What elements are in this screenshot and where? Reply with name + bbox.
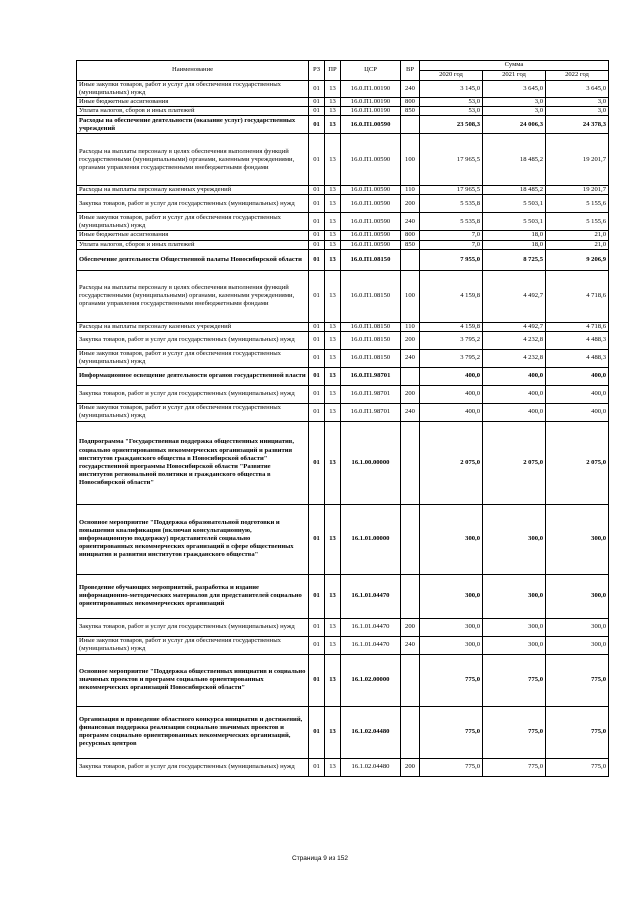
cell-pr: 13 — [325, 349, 341, 367]
cell-name: Расходы на выплаты персоналу в целях обеспечения выполнения функций государственными (муниципальными) органами, казенными учреждениями, органами управления государственными внебюджетными фондами — [77, 270, 309, 322]
cell-2021: 400,0 — [483, 367, 546, 385]
cell-pr: 13 — [325, 81, 341, 98]
cell-vr — [401, 574, 420, 618]
cell-2020: 17 965,5 — [420, 134, 483, 186]
cell-2020: 300,0 — [420, 574, 483, 618]
cell-pr: 13 — [325, 504, 341, 574]
cell-vr — [401, 706, 420, 758]
cell-2021: 4 492,7 — [483, 270, 546, 322]
cell-pr: 13 — [325, 116, 341, 134]
cell-2020: 300,0 — [420, 636, 483, 654]
cell-vr — [401, 504, 420, 574]
cell-vr: 850 — [401, 107, 420, 116]
cell-2020: 5 535,8 — [420, 213, 483, 231]
cell-pr: 13 — [325, 240, 341, 249]
cell-2022: 21,0 — [546, 231, 609, 240]
table-row — [77, 331, 609, 349]
cell-2020: 2 075,0 — [420, 421, 483, 504]
cell-csr: 16.0.П1.98701 — [341, 403, 401, 421]
cell-csr: 16.0.П1.98701 — [341, 367, 401, 385]
cell-rz: 01 — [309, 270, 325, 322]
table-row — [77, 134, 609, 186]
table-row — [77, 618, 609, 636]
cell-name: Иные закупки товаров, работ и услуг для обеспечения государственных (муниципальных) нужд — [77, 636, 309, 654]
cell-2020: 400,0 — [420, 403, 483, 421]
cell-2022: 300,0 — [546, 618, 609, 636]
table-row — [77, 270, 609, 322]
cell-2021: 4 492,7 — [483, 322, 546, 331]
cell-csr: 16.0.П1.00590 — [341, 195, 401, 213]
cell-2020: 23 508,3 — [420, 116, 483, 134]
cell-2022: 21,0 — [546, 240, 609, 249]
cell-rz: 01 — [309, 213, 325, 231]
cell-rz: 01 — [309, 574, 325, 618]
cell-2021: 5 503,1 — [483, 195, 546, 213]
table-row — [77, 81, 609, 98]
cell-rz: 01 — [309, 134, 325, 186]
cell-csr: 16.1.01.04470 — [341, 636, 401, 654]
cell-vr — [401, 367, 420, 385]
col-header-2021: 2021 год — [483, 71, 546, 81]
cell-2022: 5 155,6 — [546, 195, 609, 213]
cell-rz: 01 — [309, 654, 325, 706]
cell-2021: 300,0 — [483, 636, 546, 654]
cell-name: Расходы на выплаты персоналу казенных учреждений — [77, 186, 309, 195]
cell-vr: 240 — [401, 213, 420, 231]
cell-2022: 4 718,6 — [546, 322, 609, 331]
cell-2020: 17 965,5 — [420, 186, 483, 195]
cell-csr: 16.0.П1.08150 — [341, 249, 401, 270]
table-row — [77, 385, 609, 403]
cell-rz: 01 — [309, 618, 325, 636]
col-header-sum: Сумма — [420, 61, 609, 71]
cell-vr: 200 — [401, 758, 420, 776]
table-row — [77, 349, 609, 367]
cell-vr: 800 — [401, 98, 420, 107]
cell-2022: 4 488,3 — [546, 349, 609, 367]
cell-csr: 16.1.02.00000 — [341, 654, 401, 706]
cell-pr: 13 — [325, 618, 341, 636]
cell-name: Закупка товаров, работ и услуг для государственных (муниципальных) нужд — [77, 618, 309, 636]
cell-pr: 13 — [325, 213, 341, 231]
cell-name: Иные бюджетные ассигнования — [77, 98, 309, 107]
cell-rz: 01 — [309, 81, 325, 98]
cell-name: Расходы на выплаты персоналу казенных учреждений — [77, 322, 309, 331]
cell-csr: 16.0.П1.98701 — [341, 385, 401, 403]
cell-2022: 300,0 — [546, 574, 609, 618]
cell-pr: 13 — [325, 636, 341, 654]
cell-rz: 01 — [309, 504, 325, 574]
cell-name: Иные бюджетные ассигнования — [77, 231, 309, 240]
col-header-rz: РЗ — [309, 61, 325, 81]
table-row — [77, 421, 609, 504]
cell-2020: 400,0 — [420, 367, 483, 385]
cell-vr: 200 — [401, 195, 420, 213]
cell-csr: 16.0.П1.00590 — [341, 213, 401, 231]
table-row — [77, 186, 609, 195]
table-row — [77, 249, 609, 270]
cell-csr: 16.1.02.04480 — [341, 706, 401, 758]
cell-csr: 16.0.П1.00190 — [341, 81, 401, 98]
table-row — [77, 322, 609, 331]
table-row — [77, 758, 609, 776]
cell-2022: 3,0 — [546, 98, 609, 107]
cell-name: Закупка товаров, работ и услуг для государственных (муниципальных) нужд — [77, 195, 309, 213]
cell-2022: 400,0 — [546, 367, 609, 385]
cell-2020: 300,0 — [420, 618, 483, 636]
cell-2021: 5 503,1 — [483, 213, 546, 231]
cell-name: Расходы на выплаты персоналу в целях обеспечения выполнения функций государственными (муниципальными) органами, казенными учреждениями, органами управления государственными внебюджетными фондами — [77, 134, 309, 186]
col-header-pr: ПР — [325, 61, 341, 81]
cell-2022: 2 075,0 — [546, 421, 609, 504]
cell-csr: 16.1.01.04470 — [341, 574, 401, 618]
table-row — [77, 195, 609, 213]
page-footer: Страница 9 из 152 — [292, 855, 348, 862]
table-row — [77, 116, 609, 134]
cell-vr: 100 — [401, 134, 420, 186]
cell-2022: 775,0 — [546, 758, 609, 776]
cell-2020: 4 159,8 — [420, 270, 483, 322]
cell-csr: 16.0.П1.08150 — [341, 322, 401, 331]
cell-2020: 775,0 — [420, 654, 483, 706]
cell-2022: 400,0 — [546, 403, 609, 421]
cell-csr: 16.0.П1.08150 — [341, 270, 401, 322]
cell-pr: 13 — [325, 367, 341, 385]
cell-2020: 300,0 — [420, 504, 483, 574]
table-row — [77, 367, 609, 385]
col-header-vr: ВР — [401, 61, 420, 81]
cell-pr: 13 — [325, 186, 341, 195]
cell-pr: 13 — [325, 249, 341, 270]
cell-2020: 7,0 — [420, 231, 483, 240]
cell-2021: 775,0 — [483, 654, 546, 706]
cell-csr: 16.1.01.00000 — [341, 504, 401, 574]
table-row — [77, 403, 609, 421]
cell-csr: 16.0.П1.08150 — [341, 331, 401, 349]
cell-csr: 16.0.П1.00590 — [341, 134, 401, 186]
cell-2020: 3 795,2 — [420, 349, 483, 367]
cell-2021: 2 075,0 — [483, 421, 546, 504]
cell-2021: 300,0 — [483, 504, 546, 574]
cell-2020: 53,0 — [420, 98, 483, 107]
cell-2022: 3 645,0 — [546, 81, 609, 98]
cell-pr: 13 — [325, 107, 341, 116]
cell-2021: 775,0 — [483, 758, 546, 776]
cell-vr: 200 — [401, 385, 420, 403]
cell-2020: 3 145,0 — [420, 81, 483, 98]
cell-vr: 200 — [401, 331, 420, 349]
budget-table-sheet — [76, 60, 608, 777]
cell-2022: 24 378,3 — [546, 116, 609, 134]
cell-pr: 13 — [325, 403, 341, 421]
cell-2022: 775,0 — [546, 706, 609, 758]
cell-pr: 13 — [325, 706, 341, 758]
cell-2020: 5 535,8 — [420, 195, 483, 213]
col-header-2022: 2022 год — [546, 71, 609, 81]
cell-csr: 16.0.П1.00590 — [341, 231, 401, 240]
cell-2021: 3,0 — [483, 98, 546, 107]
cell-rz: 01 — [309, 240, 325, 249]
cell-name: Информационное освещение деятельности органов государственной власти — [77, 367, 309, 385]
cell-csr: 16.0.П1.00190 — [341, 107, 401, 116]
cell-pr: 13 — [325, 322, 341, 331]
cell-2020: 4 159,8 — [420, 322, 483, 331]
table-row — [77, 231, 609, 240]
cell-2021: 24 006,3 — [483, 116, 546, 134]
cell-2021: 400,0 — [483, 385, 546, 403]
cell-vr — [401, 116, 420, 134]
cell-2021: 3,0 — [483, 107, 546, 116]
cell-2022: 4 718,6 — [546, 270, 609, 322]
cell-name: Проведение обучающих мероприятий, разработка и издание информационно-методических материалов для представителей социально ориентированных некоммерческих организаций — [77, 574, 309, 618]
cell-vr — [401, 654, 420, 706]
cell-rz: 01 — [309, 186, 325, 195]
cell-rz: 01 — [309, 421, 325, 504]
cell-2020: 400,0 — [420, 385, 483, 403]
cell-csr: 16.1.01.04470 — [341, 618, 401, 636]
cell-rz: 01 — [309, 116, 325, 134]
budget-table — [76, 60, 609, 777]
cell-2021: 18 485,2 — [483, 134, 546, 186]
cell-2020: 7 955,0 — [420, 249, 483, 270]
cell-2021: 4 232,8 — [483, 349, 546, 367]
table-row — [77, 213, 609, 231]
table-row — [77, 574, 609, 618]
cell-2021: 18 485,2 — [483, 186, 546, 195]
cell-rz: 01 — [309, 706, 325, 758]
cell-vr: 110 — [401, 186, 420, 195]
cell-rz: 01 — [309, 349, 325, 367]
col-header-name: Наименование — [77, 61, 309, 81]
table-body — [77, 81, 609, 777]
col-header-csr: ЦСР — [341, 61, 401, 81]
cell-rz: 01 — [309, 195, 325, 213]
cell-csr: 16.0.П1.08150 — [341, 349, 401, 367]
cell-rz: 01 — [309, 758, 325, 776]
cell-2021: 4 232,8 — [483, 331, 546, 349]
cell-2022: 300,0 — [546, 636, 609, 654]
cell-pr: 13 — [325, 270, 341, 322]
cell-rz: 01 — [309, 107, 325, 116]
cell-vr: 800 — [401, 231, 420, 240]
cell-vr: 240 — [401, 81, 420, 98]
cell-vr — [401, 249, 420, 270]
cell-csr: 16.0.П1.00590 — [341, 240, 401, 249]
cell-name: Иные закупки товаров, работ и услуг для обеспечения государственных (муниципальных) нужд — [77, 403, 309, 421]
cell-rz: 01 — [309, 231, 325, 240]
cell-rz: 01 — [309, 403, 325, 421]
cell-2020: 7,0 — [420, 240, 483, 249]
cell-pr: 13 — [325, 195, 341, 213]
cell-vr: 240 — [401, 636, 420, 654]
cell-rz: 01 — [309, 249, 325, 270]
cell-rz: 01 — [309, 636, 325, 654]
cell-name: Подпрограмма "Государственная поддержка общественных инициатив, социально ориентированных некоммерческих организаций и развития институтов гражданского общества в Новосибирской области" государственной программы Новосибирской области "Развитие институтов региональной политики и гражданского общества в Новосибирской области" — [77, 421, 309, 504]
cell-name: Расходы на обеспечение деятельности (оказание услуг) государственных учреждений — [77, 116, 309, 134]
cell-2022: 300,0 — [546, 504, 609, 574]
cell-pr: 13 — [325, 385, 341, 403]
cell-csr: 16.0.П1.00590 — [341, 116, 401, 134]
cell-2021: 400,0 — [483, 403, 546, 421]
cell-csr: 16.1.02.04480 — [341, 758, 401, 776]
cell-vr: 100 — [401, 270, 420, 322]
cell-csr: 16.1.00.00000 — [341, 421, 401, 504]
col-header-2020: 2020 год — [420, 71, 483, 81]
cell-csr: 16.0.П1.00190 — [341, 98, 401, 107]
cell-pr: 13 — [325, 231, 341, 240]
cell-name: Основное мероприятие "Поддержка общественных инициатив и социально значимых проектов и программ социально ориентированных некоммерческих организаций Новосибирской области" — [77, 654, 309, 706]
cell-pr: 13 — [325, 134, 341, 186]
cell-2021: 300,0 — [483, 574, 546, 618]
cell-pr: 13 — [325, 98, 341, 107]
cell-vr: 200 — [401, 618, 420, 636]
cell-rz: 01 — [309, 331, 325, 349]
cell-vr — [401, 421, 420, 504]
cell-2021: 300,0 — [483, 618, 546, 636]
cell-2022: 3,0 — [546, 107, 609, 116]
cell-2020: 3 795,2 — [420, 331, 483, 349]
cell-name: Основное мероприятие "Поддержка образовательной подготовки и повышения квалификации (включая консультационную, информационную поддержку) представителей социально ориентированных некоммерческих организаций в сфере общественных инициатив и развития институтов гражданского общества" — [77, 504, 309, 574]
cell-rz: 01 — [309, 322, 325, 331]
cell-vr: 240 — [401, 403, 420, 421]
cell-2022: 9 206,9 — [546, 249, 609, 270]
cell-pr: 13 — [325, 574, 341, 618]
cell-vr: 850 — [401, 240, 420, 249]
cell-rz: 01 — [309, 367, 325, 385]
cell-vr: 240 — [401, 349, 420, 367]
cell-rz: 01 — [309, 385, 325, 403]
cell-2021: 8 725,5 — [483, 249, 546, 270]
cell-2021: 18,0 — [483, 231, 546, 240]
cell-name: Иные закупки товаров, работ и услуг для обеспечения государственных (муниципальных) нужд — [77, 81, 309, 98]
cell-name: Уплата налогов, сборов и иных платежей — [77, 107, 309, 116]
cell-2020: 775,0 — [420, 706, 483, 758]
cell-name: Организация и проведение областного конкурса инициатив и достижений, финансовая поддержка реализации социально значимых проектов и программ социально ориентированных некоммерческих организаций, ресурсных центров — [77, 706, 309, 758]
cell-name: Закупка товаров, работ и услуг для государственных (муниципальных) нужд — [77, 385, 309, 403]
cell-2020: 775,0 — [420, 758, 483, 776]
cell-2021: 3 645,0 — [483, 81, 546, 98]
cell-name: Закупка товаров, работ и услуг для государственных (муниципальных) нужд — [77, 331, 309, 349]
cell-name: Иные закупки товаров, работ и услуг для обеспечения государственных (муниципальных) нужд — [77, 213, 309, 231]
cell-rz: 01 — [309, 98, 325, 107]
table-row — [77, 504, 609, 574]
cell-2022: 19 201,7 — [546, 134, 609, 186]
cell-pr: 13 — [325, 421, 341, 504]
cell-name: Закупка товаров, работ и услуг для государственных (муниципальных) нужд — [77, 758, 309, 776]
cell-name: Иные закупки товаров, работ и услуг для обеспечения государственных (муниципальных) нужд — [77, 349, 309, 367]
cell-2022: 4 488,3 — [546, 331, 609, 349]
cell-2022: 5 155,6 — [546, 213, 609, 231]
cell-2022: 19 201,7 — [546, 186, 609, 195]
cell-2021: 775,0 — [483, 706, 546, 758]
table-row — [77, 706, 609, 758]
cell-name: Уплата налогов, сборов и иных платежей — [77, 240, 309, 249]
table-row — [77, 240, 609, 249]
cell-pr: 13 — [325, 654, 341, 706]
cell-2020: 53,0 — [420, 107, 483, 116]
cell-2022: 775,0 — [546, 654, 609, 706]
table-row — [77, 636, 609, 654]
cell-vr: 110 — [401, 322, 420, 331]
cell-csr: 16.0.П1.00590 — [341, 186, 401, 195]
cell-pr: 13 — [325, 331, 341, 349]
cell-pr: 13 — [325, 758, 341, 776]
cell-2021: 18,0 — [483, 240, 546, 249]
table-row — [77, 98, 609, 107]
table-row — [77, 107, 609, 116]
table-row — [77, 654, 609, 706]
cell-2022: 400,0 — [546, 385, 609, 403]
cell-name: Обеспечение деятельности Общественной палаты Новосибирской области — [77, 249, 309, 270]
